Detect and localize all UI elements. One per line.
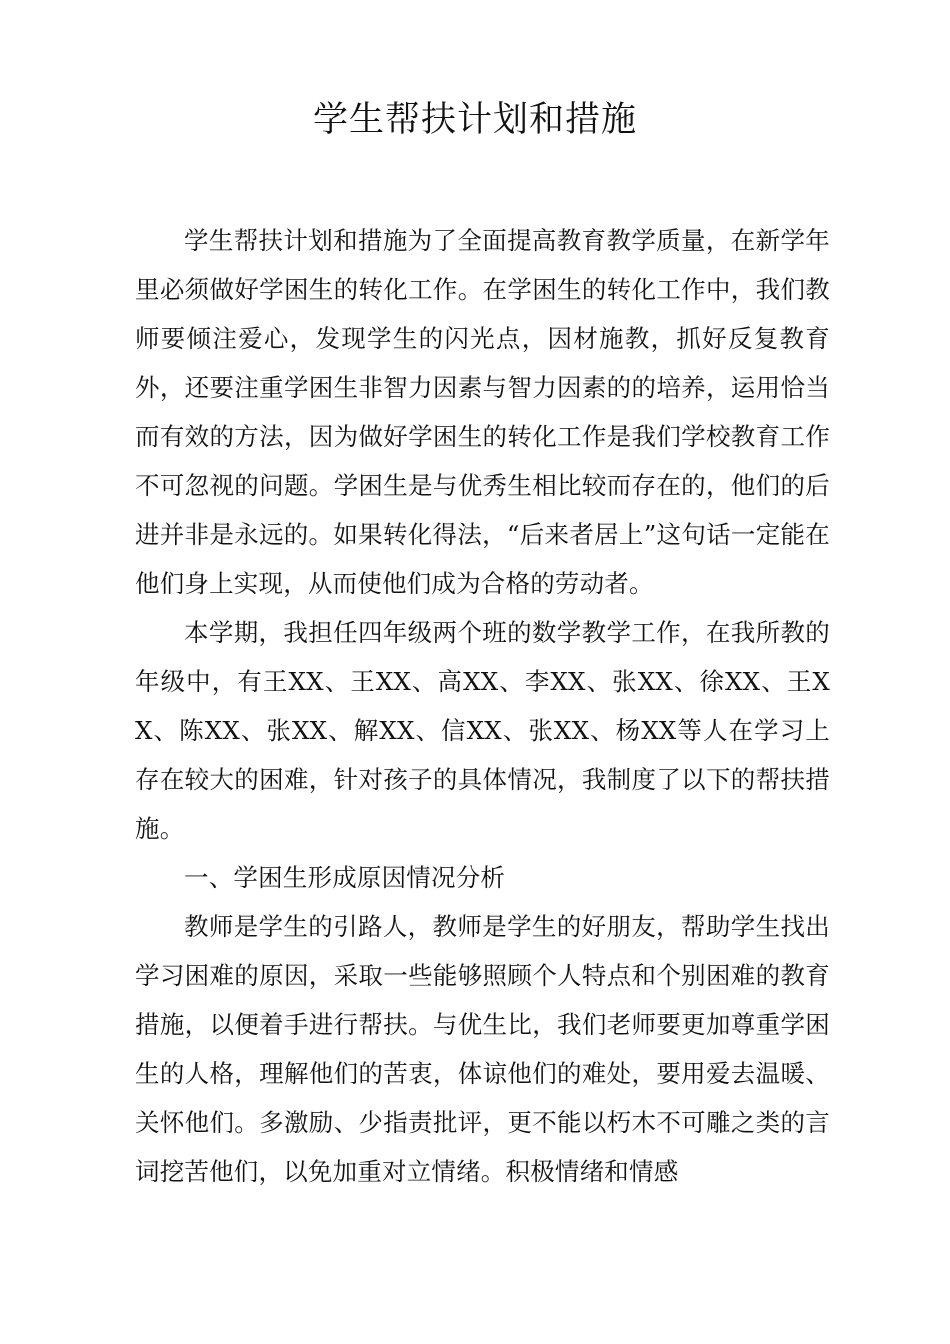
section-heading-1: 一、学困生形成原因情况分析 <box>184 863 506 892</box>
paragraph-teacher-role: 教师是学生的引路人，教师是学生的好朋友，帮助学生找出学习困难的原因，采取一些能够照顾个人特点和个别困难的教育措施，以便着手进行帮扶。与优生比，我们老师要更加尊重学困生的人格，理解他们的苦衷，体谅他们的难处，要用爱去温暖、关怀他们。多激励、少指责批评，更不能以朽木不可雕之类的言词挖苦他们，以免加重对立情绪。积极情绪和情感 <box>135 912 830 1186</box>
paragraph-semester: 本学期，我担任四年级两个班的数学教学工作，在我所教的年级中，有王XX、王XX、高XX、李XX、张XX、徐XX、王XX、陈XX、张XX、解XX、信XX、张XX、杨XX等人在学习上存在较大的困难，针对孩子的具体情况，我制度了以下的帮扶措施。 <box>135 618 830 843</box>
document-body <box>135 216 830 1196</box>
paragraph-intro: 学生帮扶计划和措施为了全面提高教育教学质量，在新学年里必须做好学困生的转化工作。在学困生的转化工作中，我们教师要倾注爱心，发现学生的闪光点，因材施教，抓好反复教育外，还要注重学困生非智力因素与智力因素的的培养，运用恰当而有效的方法，因为做好学困生的转化工作是我们学校教育工作不可忽视的问题。学困生是与优秀生相比较而存在的，他们的后进并非是永远的。如果转化得法，“后来者居上”这句话一定能在他们身上实现，从而使他们成为合格的劳动者。 <box>135 226 830 598</box>
document-title: 学生帮扶计划和措施 <box>312 100 637 140</box>
